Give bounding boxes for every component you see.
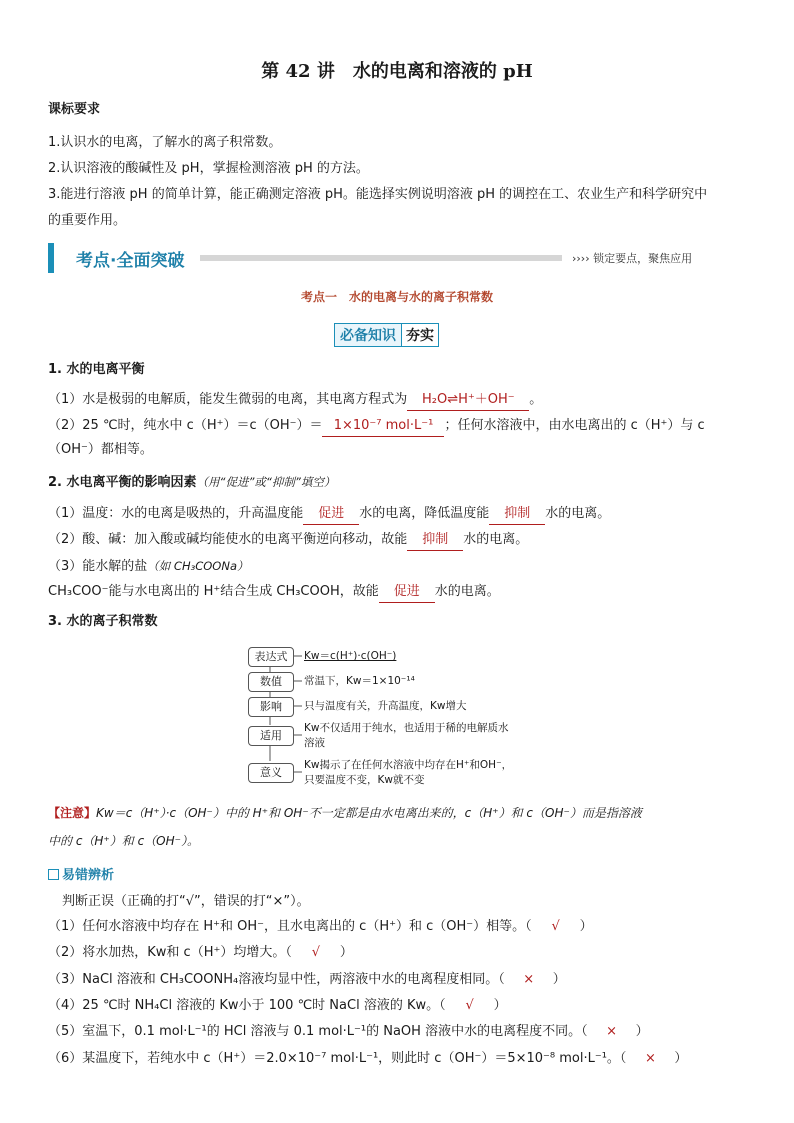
error-mark: √ — [551, 919, 560, 934]
errors-heading-line — [48, 866, 748, 886]
answer-blank: H₂O⇌H⁺＋OH⁻ — [407, 390, 529, 411]
badge-left: 必备知识 — [334, 323, 402, 347]
text-segment: （1）温度：水的电离是吸热的，升高温度能 — [48, 506, 304, 521]
standard-item: 的重要作用。 — [48, 213, 127, 228]
note-line: 中的 c（H⁺）和 c（OH⁻）。 — [48, 834, 199, 848]
text-segment: （2）酸、碱：加入酸或碱均能使水的电离平衡逆向移动，故能 — [48, 532, 408, 547]
badge-right: 夯实 — [402, 323, 439, 347]
kaodian-heading: 考点一 水的电离与水的离子积常数 — [300, 290, 493, 304]
text-line — [48, 556, 748, 577]
text-segment: （如 CH₃COONa） — [147, 559, 249, 573]
diagram-text: 只要温度不变，Kw就不变 — [304, 774, 425, 786]
standard-item: 1.认识水的电离，了解水的离子积常数。 — [48, 135, 282, 150]
error-item — [48, 943, 748, 963]
error-mark: × — [644, 1051, 656, 1066]
text-line — [48, 582, 748, 603]
diagram-label: 适用 — [248, 726, 294, 746]
diagram-label: 表达式 — [248, 647, 294, 667]
text-line — [48, 416, 748, 437]
errors-heading: 易错辨析 — [62, 868, 115, 883]
text-line: （OH⁻）都相等。 — [48, 442, 153, 457]
text-line — [48, 390, 748, 411]
note-tag: 【注意】 — [48, 806, 97, 820]
error-mark: × — [606, 1024, 618, 1039]
error-item — [48, 996, 748, 1016]
error-text: （6）某温度下，若纯水中 c（H⁺）＝2.0×10⁻⁷ mol·L⁻¹，则此时 c（OH⁻）＝5×10⁻⁸ mol·L⁻¹。（ — [48, 1051, 627, 1066]
errors-intro: 判断正误（正确的打“√”，错误的打“×”）。 — [62, 894, 310, 909]
error-item — [48, 970, 748, 990]
text-line — [48, 504, 748, 525]
error-item — [48, 1049, 748, 1069]
diagram-label: 数值 — [248, 672, 294, 692]
diagram-text: Kw＝c(H⁺)·c(OH⁻) — [304, 650, 397, 662]
section-heading: 1. 水的电离平衡 — [48, 362, 145, 377]
page-title: 第 42 讲 水的电离和溶液的 pH — [261, 61, 533, 82]
error-text: ） — [493, 998, 507, 1013]
text-segment: （2）25 ℃时，纯水中 c（H⁺）＝c（OH⁻）＝ — [48, 418, 323, 433]
banner-tag-label: 考点·全面突破 — [76, 251, 185, 271]
error-text: ） — [674, 1051, 688, 1066]
error-text: ） — [552, 972, 566, 987]
text-segment: CH₃COO⁻能与水电离出的 H⁺结合生成 CH₃COOH，故能 — [48, 584, 379, 599]
text-segment: 。 — [529, 392, 543, 407]
kw-diagram — [248, 645, 568, 795]
diagram-text: 溶液 — [304, 737, 325, 749]
error-item — [48, 1022, 748, 1042]
text-segment: 水的电离。 — [463, 532, 529, 547]
banner-slogan: ›››› 锁定要点，聚焦应用 — [572, 252, 693, 265]
diagram-label: 影响 — [248, 697, 294, 717]
text-segment: （1）水是极弱的电解质，能发生微弱的电离，其电离方程式为 — [48, 392, 408, 407]
diagram-text: 常温下，Kw＝1×10⁻¹⁴ — [304, 675, 415, 687]
error-text: ） — [635, 1024, 649, 1039]
text-segment: ；任何水溶液中，由水电离出的 c（H⁺）与 c — [444, 418, 705, 433]
note-line — [48, 803, 748, 823]
error-item — [48, 917, 748, 937]
text-segment: 水的电离，降低温度能 — [359, 506, 490, 521]
answer-blank: 抑制 — [407, 530, 463, 551]
diagram-text: Kw揭示了在任何水溶液中均存在H⁺和OH⁻， — [304, 759, 513, 771]
error-mark: √ — [311, 945, 320, 960]
error-text: （5）室温下，0.1 mol·L⁻¹的 HCl 溶液与 0.1 mol·L⁻¹的 NaOH 溶液中水的电离程度不同。（ — [48, 1024, 588, 1039]
diagram-text: Kw不仅适用于纯水，也适用于稀的电解质水 — [304, 722, 509, 734]
standard-item: 3.能进行溶液 pH 的简单计算，能正确测定溶液 pH。能选择实例说明溶液 pH 的调控在工、农业生产和科学研究中 — [48, 187, 708, 202]
text-segment: （3）能水解的盐 — [48, 559, 148, 574]
note-text: Kw＝c（H⁺）·c（OH⁻）中的 H⁺和 OH⁻不一定都是由水电离出来的，c（H⁺）和 c（OH⁻）而是指溶液 — [96, 806, 642, 820]
checkbox-icon — [48, 869, 59, 880]
diagram-text: 只与温度有关，升高温度，Kw增大 — [304, 700, 467, 712]
heading-note: （用“促进”或“抑制”填空） — [196, 475, 336, 489]
answer-blank: 1×10⁻⁷ mol·L⁻¹ — [322, 416, 444, 437]
section-heading: 3. 水的离子积常数 — [48, 614, 158, 629]
error-mark: × — [523, 972, 535, 987]
error-mark: √ — [465, 998, 474, 1013]
answer-blank: 促进 — [379, 582, 435, 603]
error-text: （3）NaCl 溶液和 CH₃COONH₄溶液均显中性，两溶液中水的电离程度相同。（ — [48, 972, 505, 987]
text-segment: 水的电离。 — [434, 584, 500, 599]
error-text: ） — [579, 919, 593, 934]
banner-divider — [200, 255, 562, 261]
error-text: ） — [339, 945, 353, 960]
text-segment: 水的电离。 — [545, 506, 611, 521]
error-text: （1）任何水溶液中均存在 H⁺和 OH⁻，且水电离出的 c（H⁺）和 c（OH⁻）相等。（ — [48, 919, 532, 934]
standards-heading: 课标要求 — [48, 102, 101, 117]
section-heading-line — [48, 472, 748, 493]
error-text: （4）25 ℃时 NH₄Cl 溶液的 Kw小于 100 ℃时 NaCl 溶液的 Kw。（ — [48, 998, 446, 1013]
error-text: （2）将水加热，Kw和 c（H⁺）均增大。（ — [48, 945, 292, 960]
section-banner — [48, 243, 206, 273]
standard-item: 2.认识溶液的酸碱性及 pH，掌握检测溶液 pH 的方法。 — [48, 161, 369, 176]
text-line — [48, 530, 748, 551]
diagram-label: 意义 — [248, 763, 294, 783]
section-heading: 2. 水电离平衡的影响因素 — [48, 475, 197, 490]
answer-blank: 抑制 — [489, 504, 545, 525]
knowledge-badge — [334, 324, 439, 346]
answer-blank: 促进 — [303, 504, 359, 525]
